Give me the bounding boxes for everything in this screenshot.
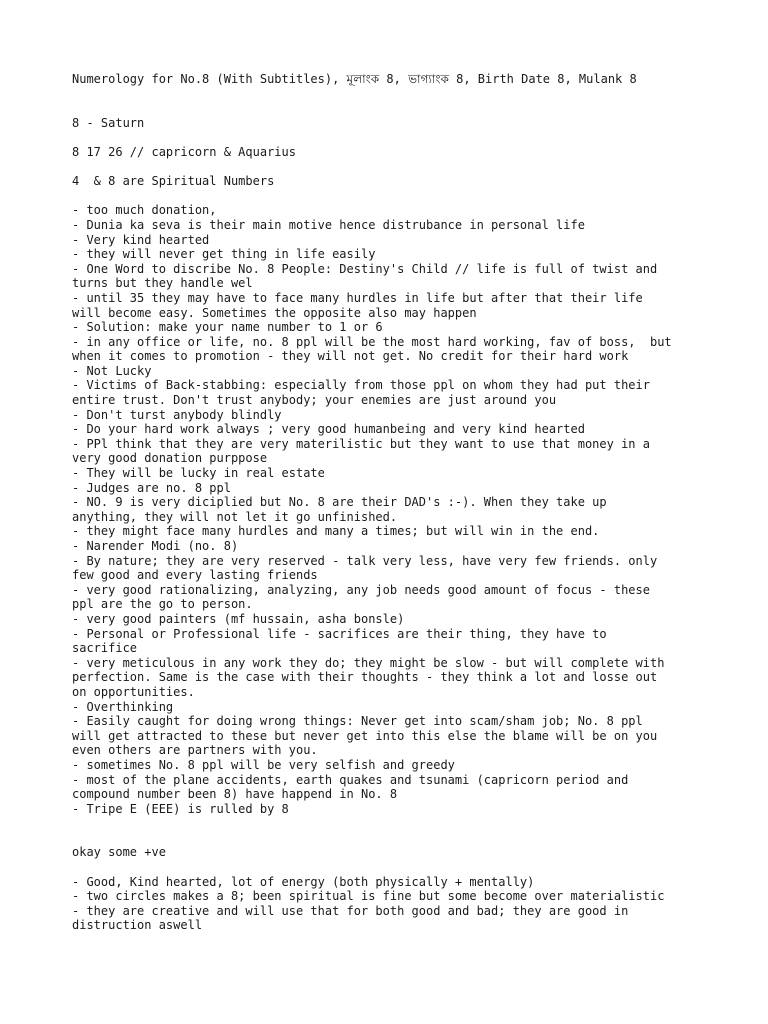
list-item: - until 35 they may have to face many hurdles in life but after that their life: [72, 290, 643, 305]
list-item: - most of the plane accidents, earth quakes and tsunami (capricorn period and: [72, 772, 629, 787]
list-item: - in any office or life, no. 8 ppl will be the most hard working, fav of boss, but: [72, 334, 672, 349]
list-item: - Very kind hearted: [72, 232, 210, 247]
list-item: - Overthinking: [72, 699, 174, 714]
list-item: - PPl think that they are very materilistic but they want to use that money in a: [72, 436, 650, 451]
list-item: ppl are the go to person.: [72, 597, 253, 612]
list-item: anything, they will not let it go unfinished.: [72, 509, 398, 524]
list-item: compound number been 8) have happend in No. 8: [72, 787, 398, 802]
list-item: - very good painters (mf hussain, asha bonsle): [72, 611, 405, 626]
list-item: - Narender Modi (no. 8): [72, 539, 239, 553]
list-item: - One Word to discribe No. 8 People: Destiny's Child // life is full of twist and: [72, 261, 658, 276]
list-item: - very meticulous in any work they do; they might be slow - but will complete with: [72, 655, 665, 670]
list-item: - Dunia ka seva is their main motive hence distrubance in personal life: [72, 217, 585, 232]
list-item: sacrifice: [72, 641, 138, 656]
dates-line: 8 17 26 // capricorn & Aquarius: [72, 144, 296, 159]
document-page: [72, 72, 712, 933]
list-item: - Not Lucky: [72, 363, 152, 378]
list-item: - sometimes No. 8 ppl will be very selfish and greedy: [72, 757, 455, 772]
list-item: will get attracted to these but never get into this else the blame will be on you: [72, 728, 658, 743]
list-item: - they will never get thing in life easily: [72, 247, 376, 262]
list-item: - Solution: make your name number to 1 or 6: [72, 320, 383, 335]
list-item: - very good rationalizing, analyzing, any job needs good amount of focus - these: [72, 582, 650, 597]
spiritual-line: 4 & 8 are Spiritual Numbers: [72, 174, 275, 189]
list-item: - They will be lucky in real estate: [72, 466, 325, 481]
list-item: - Tripe E (EEE) is rulled by 8: [72, 801, 289, 816]
list-item: on opportunities.: [72, 684, 195, 699]
list-item: - NO. 9 is very diciplied but No. 8 are their DAD's :-). When they take up: [72, 495, 607, 510]
list-item: - By nature; they are very reserved - talk very less, have very few friends. only: [72, 553, 658, 568]
list-item: few good and every lasting friends: [72, 568, 318, 583]
list-item: - Don't turst anybody blindly: [72, 407, 282, 422]
list-item: entire trust. Don't trust anybody; your enemies are just around you: [72, 393, 557, 408]
list-item: turns but they handle wel: [72, 276, 253, 291]
list-item: very good donation purppose: [72, 451, 268, 466]
list-item: when it comes to promotion - they will not get. No credit for their hard work: [72, 349, 629, 364]
list-item: - Do your hard work always ; very good humanbeing and very kind hearted: [72, 422, 585, 437]
list-item: - Easily caught for doing wrong things: Never get into scam/sham job; No. 8 ppl: [72, 714, 643, 729]
list-item: - two circles makes a 8; been spiritual is fine but some become over materialistic: [72, 889, 665, 904]
positive-points-list: [72, 875, 712, 933]
list-item: - they are creative and will use that for both good and bad; they are good in: [72, 903, 629, 918]
positive-heading: okay some +ve: [72, 845, 166, 860]
list-item: - Good, Kind hearted, lot of energy (both physically + mentally): [72, 874, 535, 889]
document-title: Numerology for No.8 (With Subtitles), মূলাংক 8, ভাগ্যাংক 8, Birth Date 8, Mulank 8: [72, 72, 637, 86]
list-item: - Victims of Back-stabbing: especially from those ppl on whom they had put their: [72, 378, 650, 393]
list-item: distruction aswell: [72, 918, 203, 933]
list-item: perfection. Same is the case with their thoughts - they think a lot and losse out: [72, 670, 658, 685]
list-item: - too much donation,: [72, 203, 217, 218]
list-item: will become easy. Sometimes the opposite also may happen: [72, 305, 477, 320]
points-list: [72, 203, 712, 816]
list-item: - Judges are no. 8 ppl: [72, 480, 231, 495]
list-item: - Personal or Professional life - sacrifices are their thing, they have to: [72, 626, 607, 641]
list-item: - they might face many hurdles and many a times; but will win in the end.: [72, 524, 600, 539]
planet-line: 8 - Saturn: [72, 115, 145, 130]
list-item: even others are partners with you.: [72, 743, 318, 758]
